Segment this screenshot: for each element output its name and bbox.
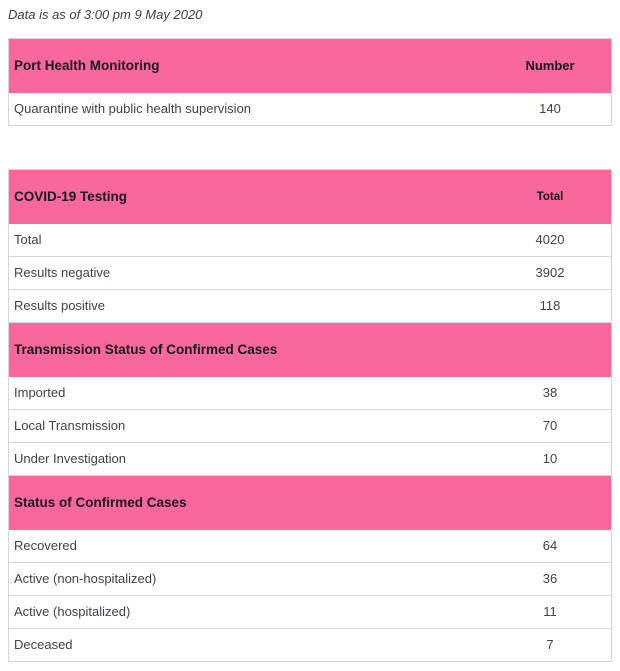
row-value: 70 — [489, 410, 612, 443]
table-row — [9, 530, 612, 563]
covid-testing-table — [8, 169, 612, 662]
port-health-table — [8, 38, 612, 126]
row-label: Active (non-hospitalized) — [9, 563, 490, 596]
row-label: Active (hospitalized) — [9, 596, 490, 629]
table-row — [9, 410, 612, 443]
row-value: 10 — [489, 443, 612, 476]
port-health-value-header: Number — [489, 39, 612, 94]
spacer — [8, 126, 612, 169]
table-row — [9, 443, 612, 476]
row-value: 140 — [489, 93, 612, 126]
table-row — [9, 596, 612, 629]
transmission-section-header-row — [9, 323, 612, 378]
row-label: Local Transmission — [9, 410, 490, 443]
port-health-title: Port Health Monitoring — [9, 39, 490, 94]
row-label: Recovered — [9, 530, 490, 563]
row-value: 118 — [489, 290, 612, 323]
port-health-header-row — [9, 39, 612, 94]
covid-testing-value-header: Total — [489, 170, 612, 225]
table-row — [9, 290, 612, 323]
row-label: Results positive — [9, 290, 490, 323]
covid-testing-title: COVID-19 Testing — [9, 170, 490, 225]
table-row — [9, 257, 612, 290]
row-value: 4020 — [489, 224, 612, 257]
transmission-section-title: Transmission Status of Confirmed Cases — [9, 323, 612, 378]
row-value: 64 — [489, 530, 612, 563]
table-row — [9, 629, 612, 662]
table-row — [9, 93, 612, 126]
row-value: 3902 — [489, 257, 612, 290]
covid-testing-header-row — [9, 170, 612, 225]
row-label: Deceased — [9, 629, 490, 662]
as-of-note: Data is as of 3:00 pm 9 May 2020 — [8, 7, 203, 22]
row-label: Imported — [9, 377, 490, 410]
row-label: Total — [9, 224, 490, 257]
row-label: Quarantine with public health supervision — [9, 93, 490, 126]
table-row — [9, 377, 612, 410]
row-value: 38 — [489, 377, 612, 410]
row-label: Under Investigation — [9, 443, 490, 476]
row-value: 11 — [489, 596, 612, 629]
row-value: 36 — [489, 563, 612, 596]
table-row — [9, 563, 612, 596]
status-section-title: Status of Confirmed Cases — [9, 476, 612, 531]
table-row — [9, 224, 612, 257]
row-label: Results negative — [9, 257, 490, 290]
row-value: 7 — [489, 629, 612, 662]
status-section-header-row — [9, 476, 612, 531]
